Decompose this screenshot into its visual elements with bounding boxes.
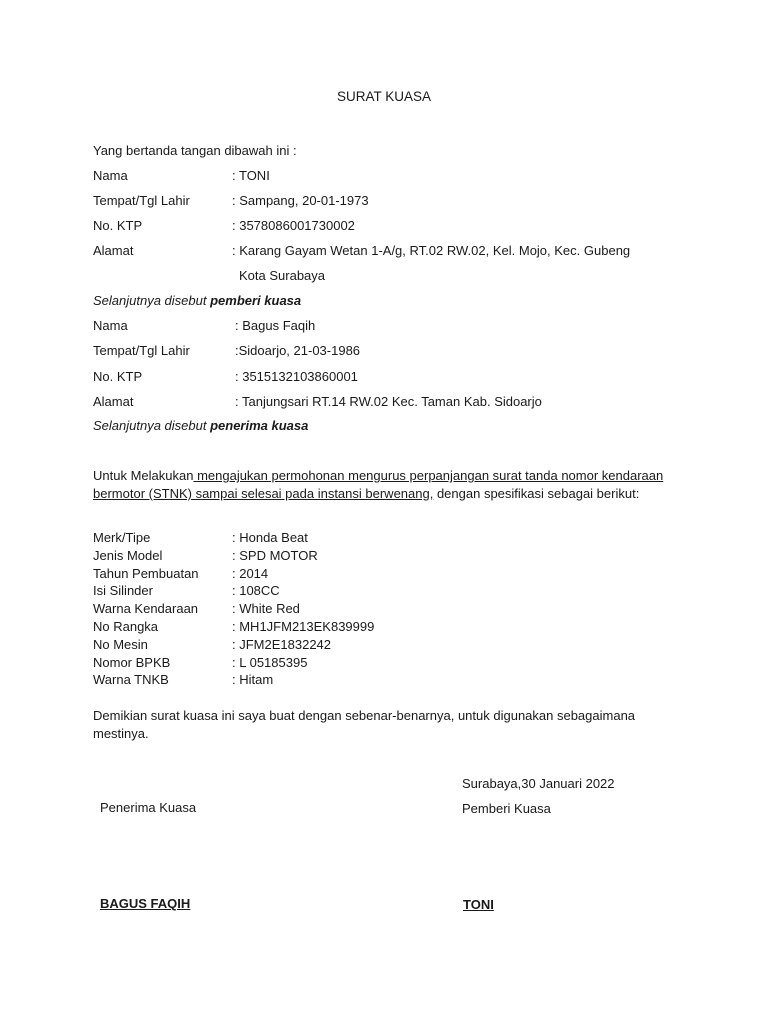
spec-value: : Hitam [232, 672, 274, 687]
spec-value: : 108CC [232, 583, 280, 598]
spec-label: Jenis Model [93, 548, 163, 563]
spec-label: Tahun Pembuatan [93, 566, 199, 581]
grantee-address-label: Alamat [93, 394, 134, 409]
spec-value: : 2014 [232, 566, 269, 581]
grantee-designation-prefix: Selanjutnya disebut [93, 418, 211, 433]
place-date: Surabaya,30 Januari 2022 [462, 776, 615, 791]
grantee-signature-name: BAGUS FAQIH [100, 896, 191, 911]
grantee-designation [93, 418, 308, 434]
grantor-ktp-value: : 3578086001730002 [232, 218, 355, 233]
spec-value: : SPD MOTOR [232, 548, 318, 563]
grantor-address-line1: : Karang Gayam Wetan 1-A/g, RT.02 RW.02, Kel. Mojo, Kec. Gubeng [232, 243, 631, 258]
grantee-name-value: : Bagus Faqih [235, 318, 316, 333]
grantor-designation-role: pemberi kuasa [210, 293, 302, 308]
grantee-ktp-value: : 3515132103860001 [235, 369, 358, 384]
grantor-name-label: Nama [93, 168, 128, 183]
closing-paragraph: Demikian surat kuasa ini saya buat dengan sebenar-benarnya, untuk digunakan sebagaimana mestinya. [93, 708, 636, 741]
grantee-birth-value: :Sidoarjo, 21-03-1986 [235, 343, 361, 358]
grantor-signature-label: Pemberi Kuasa [462, 801, 551, 816]
spec-value: : JFM2E1832242 [232, 637, 332, 652]
grantor-address-line2: Kota Surabaya [239, 268, 326, 283]
grantor-signature-name: TONI [463, 897, 494, 912]
spec-label: Merk/Tipe [93, 530, 151, 545]
spec-label: No Rangka [93, 619, 159, 634]
grantee-designation-role: penerima kuasa [210, 418, 309, 433]
spec-value: : White Red [232, 601, 300, 616]
grantee-name-label: Nama [93, 318, 128, 333]
spec-value: : MH1JFM213EK839999 [232, 619, 375, 634]
spec-label: Warna TNKB [93, 672, 169, 687]
grantee-birth-label: Tempat/Tgl Lahir [93, 343, 190, 358]
grantor-designation [93, 293, 301, 309]
letter-title: SURAT KUASA [336, 89, 432, 104]
intro-text: Yang bertanda tangan dibawah ini : [93, 143, 297, 158]
purpose-prefix: Untuk Melakukan [93, 468, 194, 483]
grantor-birth-label: Tempat/Tgl Lahir [93, 193, 190, 208]
grantee-address-value: : Tanjungsari RT.14 RW.02 Kec. Taman Kab. Sidoarjo [235, 394, 542, 409]
grantee-ktp-label: No. KTP [93, 369, 143, 384]
grantor-birth-value: : Sampang, 20-01-1973 [232, 193, 369, 208]
purpose-suffix: dengan spesifikasi sebagai berikut: [433, 486, 640, 501]
spec-value: : Honda Beat [232, 530, 308, 545]
spec-label: No Mesin [93, 637, 148, 652]
spec-label: Isi Silinder [93, 583, 153, 598]
grantor-ktp-label: No. KTP [93, 218, 143, 233]
spec-label: Warna Kendaraan [93, 601, 199, 616]
grantor-designation-prefix: Selanjutnya disebut [93, 293, 211, 308]
grantor-name-value: : TONI [232, 168, 270, 183]
spec-value: : L 05185395 [232, 655, 308, 670]
grantor-address-label: Alamat [93, 243, 134, 258]
purpose-underlined: mengajukan permohonan mengurus perpanjangan surat tanda nomor kendaraan bermotor (STNK) sampai selesai pada instansi berwenang, [93, 468, 664, 501]
grantee-signature-label: Penerima Kuasa [100, 800, 197, 815]
spec-label: Nomor BPKB [93, 655, 171, 670]
purpose-paragraph [93, 467, 683, 503]
